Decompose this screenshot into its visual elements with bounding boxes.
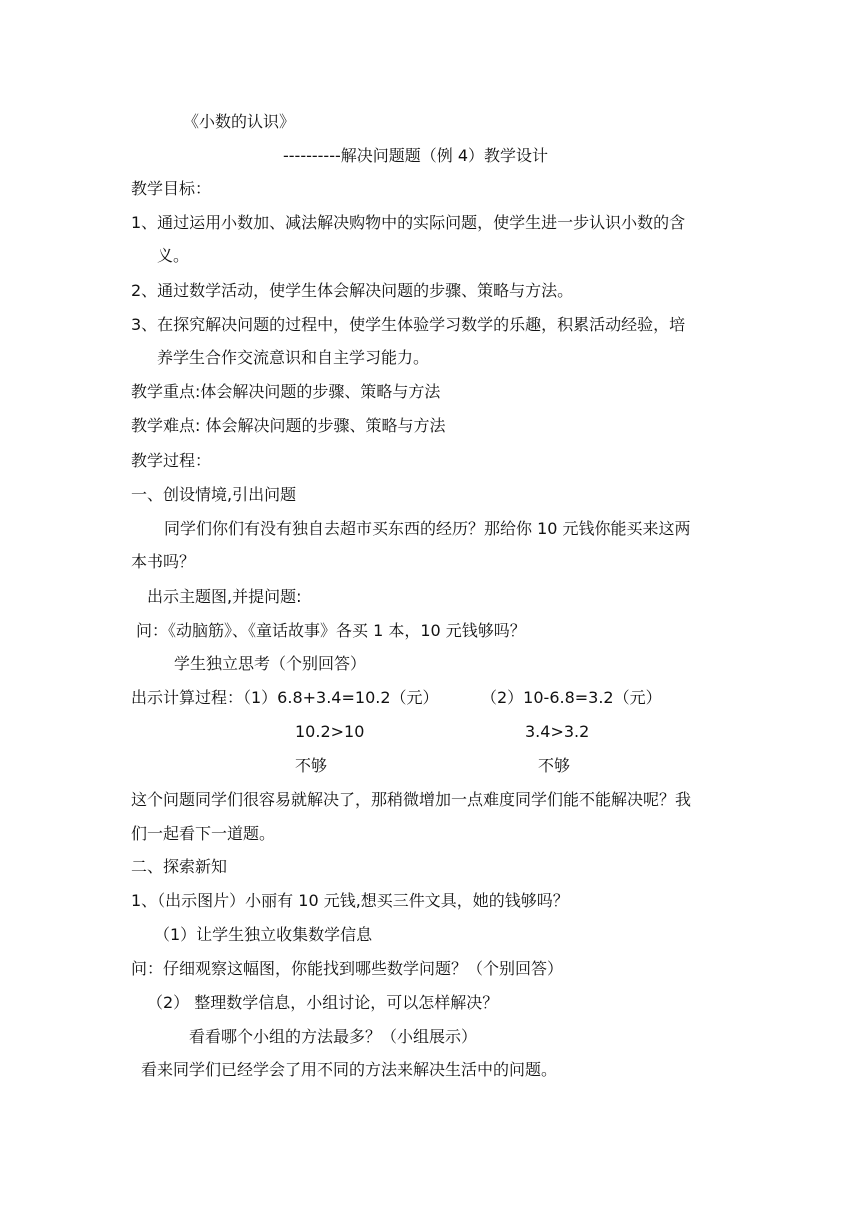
goal-2: 2、通过数学活动，使学生体会解决问题的步骤、策略与方法。 — [131, 281, 574, 300]
section-2-show-groups: 看看哪个小组的方法最多？（小组展示） — [189, 1027, 478, 1046]
section-2-heading: 二、探索新知 — [131, 857, 228, 876]
independent-thinking: 学生独立思考（个别回答） — [174, 654, 367, 673]
goal-3-line-2: 养学生合作交流意识和自主学习能力。 — [157, 348, 430, 367]
key-point: 教学重点:体会解决问题的步骤、策略与方法 — [131, 382, 441, 401]
compare-2: 3.4>3.2 — [525, 722, 590, 741]
section-2-question: 1、（出示图片）小丽有 10 元钱,想买三件文具，她的钱够吗？ — [131, 891, 569, 910]
compare-1: 10.2>10 — [295, 722, 365, 741]
section-1-transition-line-1: 这个问题同学们很容易就解决了，那稍微增加一点难度同学们能不能解决呢？我 — [131, 790, 692, 809]
doc-title: 《小数的认识》 — [183, 112, 296, 131]
section-1-paragraph-line-2: 本书吗？ — [131, 552, 196, 571]
show-theme-image: 出示主题图,并提问题: — [147, 587, 302, 606]
goals-heading: 教学目标： — [131, 179, 212, 198]
section-2-step-2: （2） 整理数学信息，小组讨论，可以怎样解决？ — [147, 993, 499, 1012]
section-1-heading: 一、创设情境,引出问题 — [131, 485, 297, 504]
section-2-ask: 问：仔细观察这幅图，你能找到哪些数学问题？（个别回答） — [131, 959, 564, 978]
process-heading: 教学过程： — [131, 451, 212, 470]
calc-step-2: （2）10-6.8=3.2（元） — [481, 688, 662, 707]
result-1: 不够 — [295, 756, 328, 775]
goal-1-line-2: 义。 — [157, 246, 190, 265]
section-1-paragraph-line-1: 同学们你们有没有独自去超市买东西的经历？那给你 10 元钱你能买来这两 — [164, 519, 691, 538]
section-2-conclusion: 看来同学们已经学会了用不同的方法来解决生活中的问题。 — [141, 1060, 558, 1079]
goal-1-line-1: 1、通过运用小数加、减法解决购物中的实际问题，使学生进一步认识小数的含 — [131, 213, 686, 232]
doc-subtitle: ----------解决问题题（例 4）教学设计 — [283, 146, 549, 165]
difficulty: 教学难点: 体会解决问题的步骤、策略与方法 — [131, 416, 446, 435]
question-books: 问：《动脑筋》、《童话故事》各买 1 本，10 元钱够吗？ — [136, 621, 526, 640]
section-1-transition-line-2: 们一起看下一道题。 — [131, 824, 276, 843]
result-2: 不够 — [538, 756, 571, 775]
goal-3-line-1: 3、在探究解决问题的过程中，使学生体验学习数学的乐趣，积累活动经验，培 — [131, 315, 686, 334]
section-2-step-1: （1）让学生独立收集数学信息 — [154, 925, 373, 944]
calc-step-1: 出示计算过程：（1）6.8+3.4=10.2（元） — [131, 688, 439, 707]
